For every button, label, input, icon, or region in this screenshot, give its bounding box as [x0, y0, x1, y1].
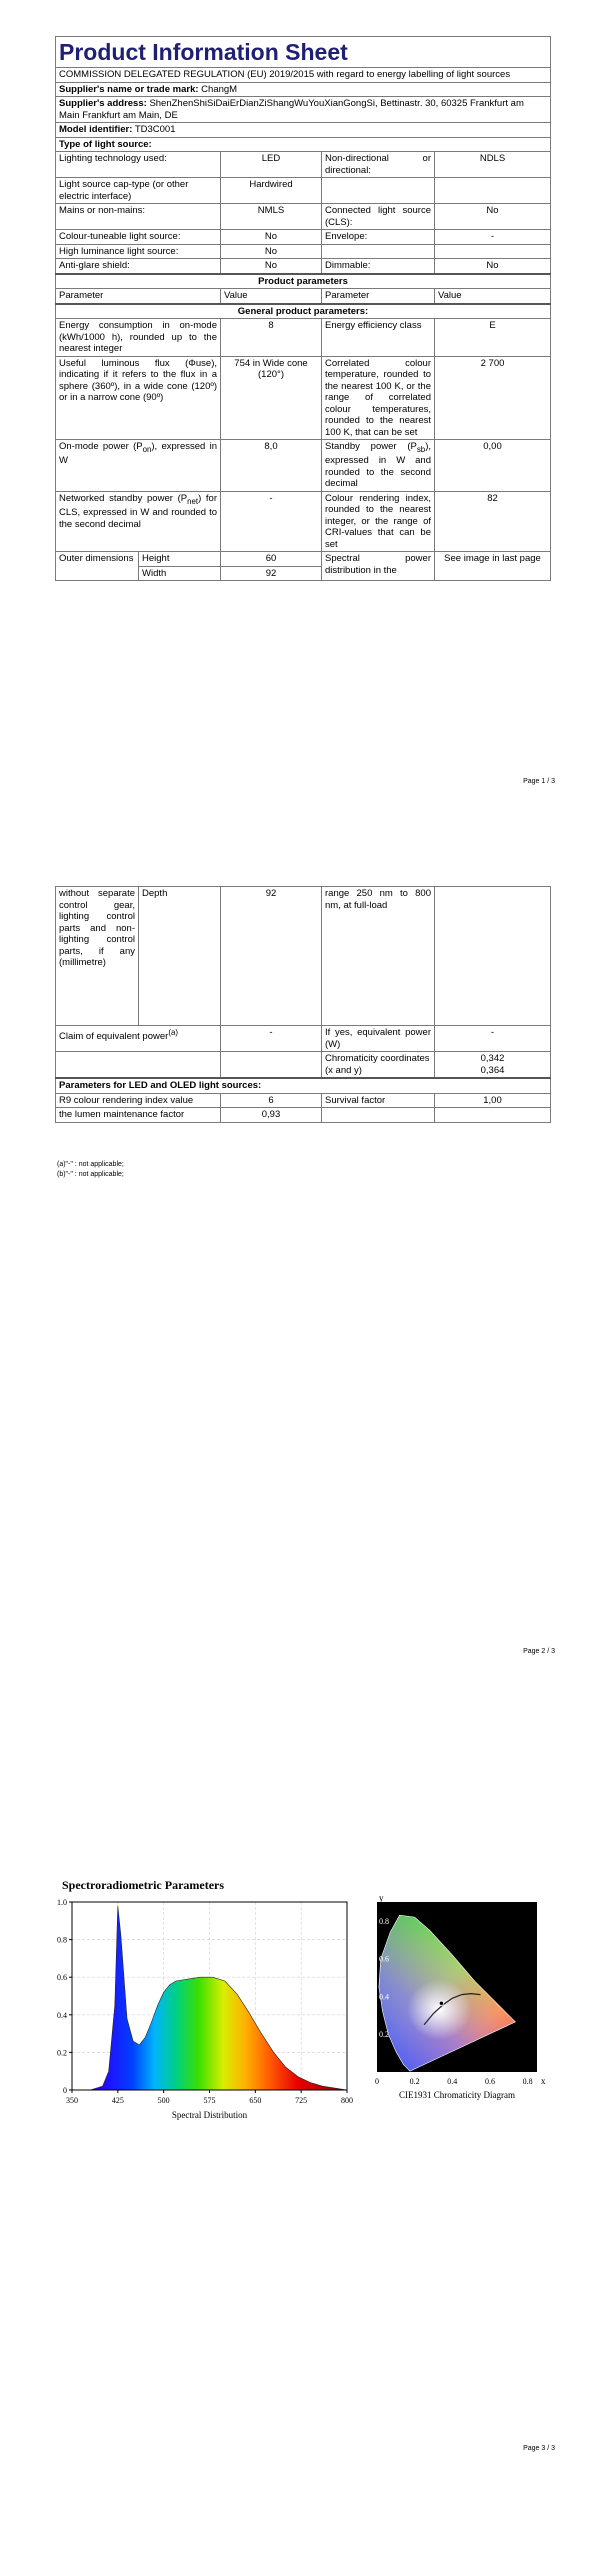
onmode-power-label	[56, 440, 221, 492]
spd-label-continued: range 250 nm to 800 nm, at full-load	[322, 887, 435, 1026]
dimensions-continued-label: without separate control gear, lighting control parts and non-lighting control parts, if any (millimetre)	[56, 887, 139, 1026]
cie-x-tick-label: 0	[375, 2077, 379, 2086]
cct-label: Correlated colour temperature, rounded to the nearest 100 K, or the range of correlated colour temperatures, rounded to the nearest 100 K, that can be set	[322, 356, 435, 440]
networked-text: Networked standby power (P	[59, 492, 188, 504]
col-parameter-2: Parameter	[322, 289, 435, 304]
efficiency-class-value: E	[435, 319, 551, 357]
outer-dimensions-label: Outer dimensions	[56, 552, 139, 581]
cie-x-tick-label: 0.2	[409, 2077, 420, 2086]
type-value: No	[221, 230, 322, 245]
spectral-x-label: Spectral Distribution	[171, 2110, 248, 2120]
cie-y-axis-label: y	[379, 1894, 384, 1903]
depth-value: 92	[221, 887, 322, 1026]
maintenance-blank	[322, 1108, 435, 1123]
type-row-technology	[56, 152, 551, 178]
cie-x-tick-label: 0.8	[522, 2077, 533, 2086]
supplier-address-label: Supplier's address:	[59, 98, 147, 109]
equivalent-power-label: If yes, equivalent power (W)	[322, 1026, 435, 1052]
chromaticity-blank-2	[221, 1052, 322, 1079]
flux-label: Useful luminous flux (Φuse), indicating if it refers to the flux in a sphere (360º), in a wide cone (120º) or in a narrow cone (90º)	[56, 356, 221, 440]
type-label: Lighting technology used:	[56, 152, 221, 178]
type-value: No	[221, 244, 322, 259]
type-row-mains	[56, 204, 551, 230]
cie-x-tick-label: 0.6	[484, 2077, 495, 2086]
type-label: Anti-glare shield:	[56, 259, 221, 274]
maintenance-label: the lumen maintenance factor	[56, 1108, 221, 1123]
onmode-power-value: 8,0	[221, 440, 322, 492]
cie-x-axis-label: x	[541, 2076, 546, 2086]
maintenance-value: 0,93	[221, 1108, 322, 1123]
type-value-2: -	[435, 230, 551, 245]
cie-y-tick-label: 0.8	[379, 1916, 389, 1926]
supplier-address-row	[56, 97, 551, 123]
efficiency-class-label: Energy efficiency class	[322, 319, 435, 357]
y-tick-label: 0.4	[57, 2010, 67, 2020]
chromaticity-blank	[56, 1052, 221, 1079]
spectral-distribution-chart	[50, 1894, 360, 2124]
networked-power-value: -	[221, 491, 322, 552]
networked-row	[56, 491, 551, 552]
maintenance-blank-2	[435, 1108, 551, 1123]
standby-text: Standby power (P	[325, 441, 417, 452]
standby-text-2: ), expressed in W and rounded to the second decimal	[325, 441, 431, 490]
y-tick-label: 0	[63, 2086, 67, 2095]
type-value: NMLS	[221, 204, 322, 230]
spd-value-continued	[435, 887, 551, 1026]
height-label: Height	[139, 552, 221, 567]
led-section-heading: Parameters for LED and OLED light sources:	[56, 1078, 551, 1093]
equivalent-power-value: -	[435, 1026, 551, 1052]
page-number: Page 2 / 3	[523, 1648, 555, 1655]
cri-value: 82	[435, 491, 551, 552]
type-value-2: No	[435, 259, 551, 274]
footnote-b: (b)"-" : not applicable;	[57, 1171, 124, 1178]
power-row	[56, 440, 551, 492]
r9-label: R9 colour rendering index value	[56, 1093, 221, 1108]
energy-row	[56, 319, 551, 357]
x-tick-label: 800	[341, 2096, 353, 2105]
type-label: Colour-tuneable light source:	[56, 230, 221, 245]
height-value: 60	[221, 552, 322, 567]
r9-value: 6	[221, 1093, 322, 1108]
type-row-cap	[56, 178, 551, 204]
parameter-header-row	[56, 289, 551, 304]
col-value-2: Value	[435, 289, 551, 304]
spd-label: Spectral power distribution in the	[322, 552, 435, 581]
col-value: Value	[221, 289, 322, 304]
footnotes	[57, 1160, 124, 1180]
cie-diagram-label: CIE1931 Chromaticity Diagram	[399, 2090, 515, 2100]
networked-sub: net	[187, 496, 199, 506]
type-label-2: Envelope:	[322, 230, 435, 245]
y-tick-label: 0.8	[57, 1935, 67, 1945]
footnote-a: (a)"-" : not applicable;	[57, 1161, 124, 1168]
type-value: LED	[221, 152, 322, 178]
type-row-tuneable	[56, 230, 551, 245]
height-row	[56, 552, 551, 567]
spd-value: See image in last page	[435, 552, 551, 581]
networked-text-2: ) for CLS, expressed in W and rounded to the second decimal	[59, 492, 217, 530]
type-label-2	[322, 244, 435, 259]
product-parameters-heading: Product parameters	[56, 274, 551, 289]
cie-y-tick-label: 0.4	[379, 1992, 389, 2002]
product-info-table-2	[55, 886, 551, 1123]
supplier-name-row	[56, 82, 551, 97]
page-title: Product Information Sheet	[59, 39, 348, 65]
energy-value: 8	[221, 319, 322, 357]
maintenance-row	[56, 1108, 551, 1123]
x-tick-label: 650	[249, 2096, 262, 2105]
cie-y-tick-label: 0.6	[379, 1954, 389, 1964]
x-tick-label: 725	[295, 2096, 308, 2105]
type-value: Hardwired	[221, 178, 322, 204]
equivalent-sup: (a)	[168, 1028, 178, 1037]
energy-label: Energy consumption in on-mode (kWh/1000 h), rounded up to the nearest integer	[56, 319, 221, 357]
equivalent-label	[56, 1026, 221, 1052]
chromaticity-label: Chromaticity coordinates (x and y)	[322, 1052, 435, 1079]
product-info-table-1	[55, 36, 551, 581]
supplier-name-label: Supplier's name or trade mark:	[59, 83, 199, 95]
standby-power-label	[322, 440, 435, 492]
survival-factor-label: Survival factor	[322, 1093, 435, 1108]
model-row	[56, 123, 551, 138]
type-value-2: NDLS	[435, 152, 551, 178]
depth-label: Depth	[139, 887, 221, 1026]
networked-power-label	[56, 491, 221, 552]
type-section-heading: Type of light source:	[56, 137, 551, 152]
type-label-2: Non-directional or directional:	[322, 152, 435, 178]
type-row-luminance	[56, 244, 551, 259]
chromaticity-point	[439, 2001, 443, 2005]
type-label: Light source cap-type (or other electric interface)	[56, 178, 221, 204]
x-tick-label: 575	[203, 2096, 216, 2105]
type-label-2: Dimmable:	[322, 259, 435, 274]
flux-row	[56, 356, 551, 440]
page-1	[0, 0, 603, 800]
cri-label: Colour rendering index, rounded to the nearest integer, or the range of CRI-values that can be set	[322, 491, 435, 552]
model-label: Model identifier:	[59, 124, 133, 135]
equivalent-row	[56, 1026, 551, 1052]
equivalent-value: -	[221, 1026, 322, 1052]
onmode-text-2: ), expressed in W	[59, 441, 217, 467]
type-value-2: No	[435, 204, 551, 230]
general-parameters-heading: General product parameters:	[56, 304, 551, 319]
y-tick-label: 1.0	[57, 1898, 67, 1907]
type-label-2: Connected light source (CLS):	[322, 204, 435, 230]
y-tick-label: 0.6	[57, 1973, 67, 1983]
type-label: Mains or non-mains:	[56, 204, 221, 230]
cie-white-region	[407, 1980, 471, 2040]
page-3	[0, 1870, 603, 2560]
regulation-text: COMMISSION DELEGATED REGULATION (EU) 2019/2015 with regard to energy labelling of light sources	[56, 68, 551, 83]
chromaticity-values	[435, 1052, 551, 1079]
type-value: No	[221, 259, 322, 274]
onmode-text: On-mode power (P	[59, 441, 143, 452]
x-tick-label: 500	[157, 2096, 170, 2105]
chromaticity-row	[56, 1052, 551, 1079]
y-tick-label: 0.2	[57, 2048, 67, 2058]
page-number: Page 3 / 3	[523, 2445, 555, 2452]
type-value-2	[435, 244, 551, 259]
cct-value: 2 700	[435, 356, 551, 440]
equivalent-text: Claim of equivalent power	[59, 1031, 169, 1043]
width-value: 92	[221, 566, 322, 581]
page-2	[0, 860, 603, 1690]
chromaticity-y: 0,364	[480, 1064, 505, 1076]
page-number: Page 1 / 3	[523, 778, 555, 785]
cie-y-tick-label: 0.2	[379, 2030, 389, 2040]
type-label-2	[322, 178, 435, 204]
sheet-title-cell	[56, 37, 551, 68]
standby-power-value: 0,00	[435, 440, 551, 492]
r9-row	[56, 1093, 551, 1108]
cie-x-tick-label: 0.4	[447, 2077, 458, 2086]
type-row-antiglare	[56, 259, 551, 274]
x-tick-label: 350	[66, 2096, 78, 2105]
spectro-title: Spectroradiometric Parameters	[62, 1878, 225, 1892]
flux-value: 754 in Wide cone (120°)	[221, 356, 322, 440]
depth-row	[56, 887, 551, 1026]
supplier-address-value: ShenZhenShiSiDaiErDianZiShangWuYouXianGongSi, Bettinastr. 30, 60325 Frankfurt am Main Frankfurt am Main, DE	[59, 98, 524, 121]
col-parameter: Parameter	[56, 289, 221, 304]
onmode-sub: on	[142, 444, 152, 454]
type-value-2	[435, 178, 551, 204]
standby-sub: sb	[416, 444, 426, 454]
chromaticity-x: 0,342	[480, 1053, 505, 1064]
width-label: Width	[139, 566, 221, 581]
supplier-name-value: ChangM	[201, 83, 238, 95]
model-value: TD3C001	[134, 124, 176, 135]
type-label: High luminance light source:	[56, 244, 221, 259]
x-tick-label: 425	[111, 2096, 124, 2105]
survival-factor-value: 1,00	[435, 1093, 551, 1108]
cie-chromaticity-chart	[365, 1894, 555, 2124]
